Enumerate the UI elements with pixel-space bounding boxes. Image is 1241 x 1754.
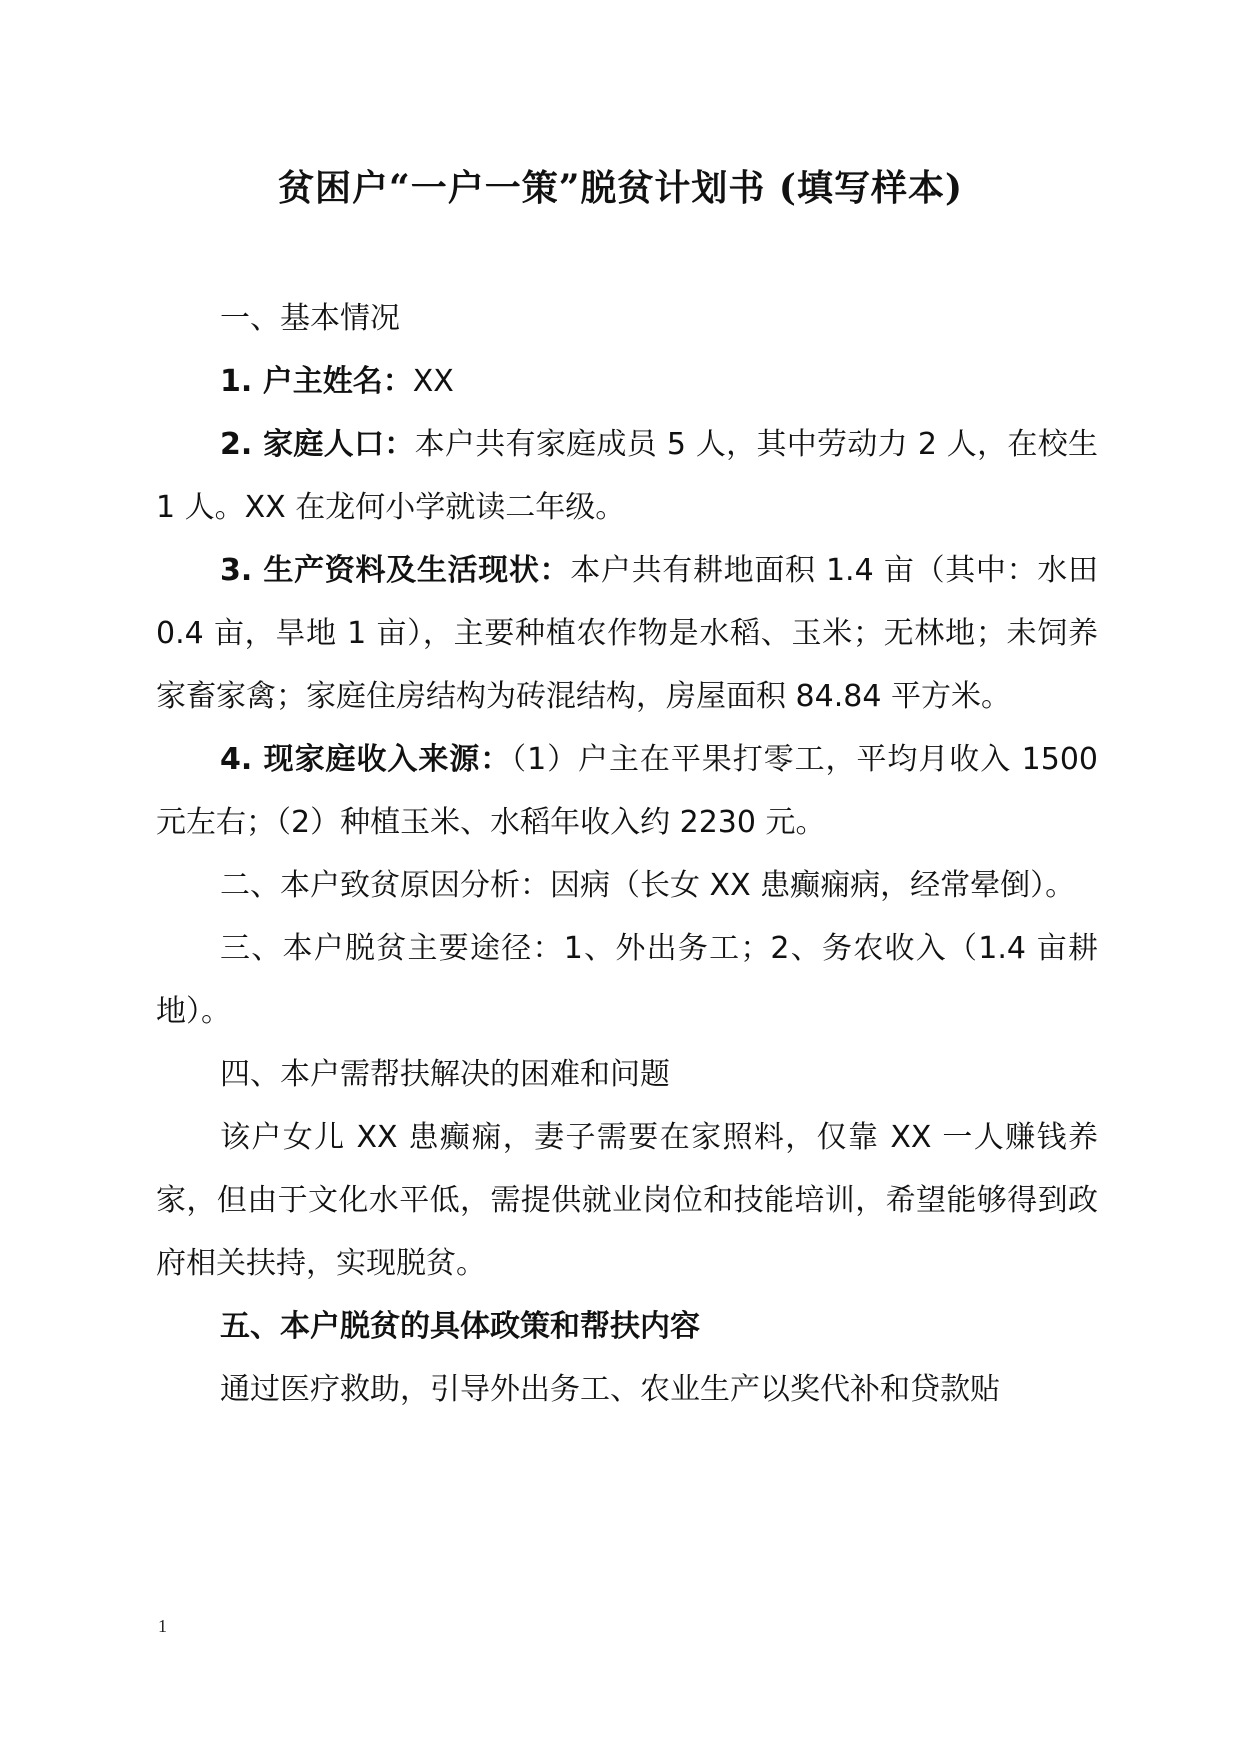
item-production-living-value: 本户共有耕地面积 1.4 亩（其中：水田 0.4 亩，旱地 1 亩），主要种植农作物是水稻、玉米；无林地；未饲养家畜家禽；家庭住房结构为砖混结构，房屋面积 84.84 平方米。 [156, 553, 1098, 714]
item-family-population [156, 413, 1098, 539]
document-body [156, 287, 1098, 1421]
item-householder-name-label: 1. 户主姓名： [220, 364, 413, 399]
section-4-text: 该户女儿 XX 患癫痫，妻子需要在家照料，仅靠 XX 一人赚钱养家，但由于文化水平低，需提供就业岗位和技能培训，希望能够得到政府相关扶持，实现脱贫。 [156, 1120, 1098, 1281]
document-title: 贫困户“一户一策”脱贫计划书 (填写样本) [277, 167, 963, 209]
item-householder-name-value: XX [412, 364, 454, 399]
section-5-heading: 五、本户脱贫的具体政策和帮扶内容 [220, 1309, 700, 1344]
item-householder-name [156, 350, 1098, 413]
item-income-source-value: （1）户主在平果打零工，平均月收入 1500 元左右；（2）种植玉米、水稻年收入约 2230 元。 [156, 742, 1098, 840]
page-number: 1 [158, 1616, 167, 1636]
section-4-heading: 四、本户需帮扶解决的困难和问题 [220, 1057, 670, 1092]
item-production-living [156, 539, 1098, 728]
item-income-source [156, 728, 1098, 854]
section-5-text: 通过医疗救助，引导外出务工、农业生产以奖代补和贷款贴 [220, 1372, 1000, 1407]
item-family-population-value: 本户共有家庭成员 5 人，其中劳动力 2 人，在校生 1 人。XX 在龙何小学就读二年级。 [156, 427, 1098, 525]
section-3-main-approach: 三、本户脱贫主要途径：1、外出务工；2、务农收入（1.4 亩耕地）。 [156, 931, 1098, 1029]
section-2-poverty-cause: 二、本户致贫原因分析：因病（长女 XX 患癫痫病，经常晕倒）。 [220, 868, 1076, 903]
section-1-heading: 一、基本情况 [220, 301, 400, 336]
item-family-population-label: 2. 家庭人口： [220, 427, 415, 462]
item-production-living-label: 3. 生产资料及生活现状： [220, 553, 571, 588]
item-income-source-label: 4. 现家庭收入来源： [220, 742, 512, 777]
